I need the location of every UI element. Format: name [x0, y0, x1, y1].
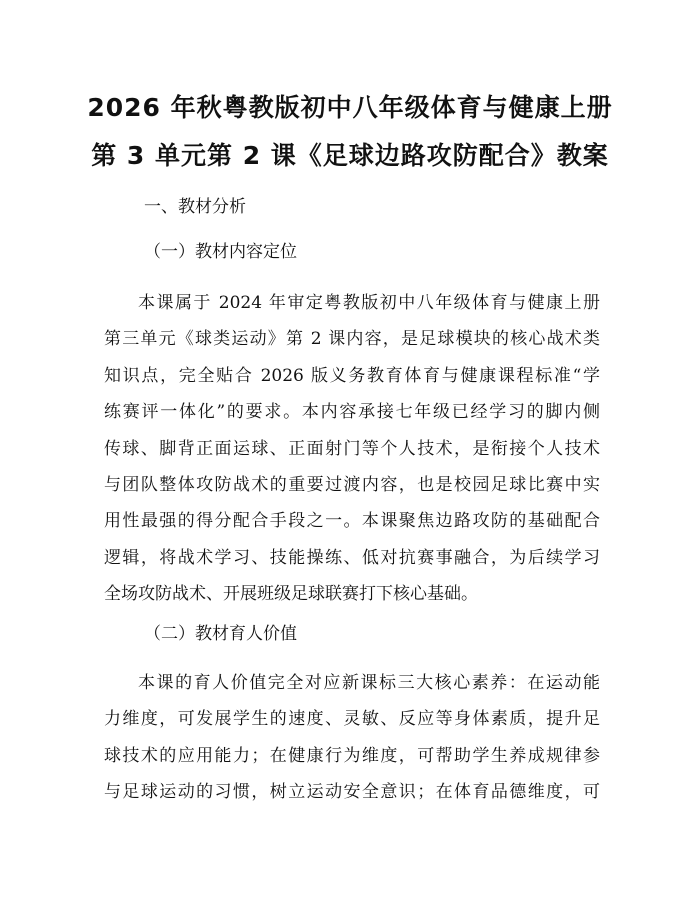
- paragraph-line: 力维度，可发展学生的速度、灵敏、反应等身体素质，提升足: [104, 709, 600, 730]
- paragraph-line: 练赛评一体化”的要求。本内容承接七年级已经学习的脚内侧: [104, 402, 600, 423]
- paragraph-line: 传球、脚背正面运球、正面射门等个人技术，是衔接个人技术: [104, 438, 600, 459]
- paragraph-line: 逻辑，将战术学习、技能操练、低对抗赛事融合，为后续学习: [104, 547, 600, 568]
- paragraph-educational-value: [104, 665, 600, 811]
- paragraph-line: 本课属于 2024 年审定粤教版初中八年级体育与健康上册: [138, 293, 600, 313]
- paragraph-line: 与团队整体攻防战术的重要过渡内容，也是校园足球比赛中实: [104, 474, 600, 495]
- subsection-heading-educational-value: （二）教材育人价值: [144, 624, 297, 644]
- section-heading-textbook-analysis: 一、教材分析: [144, 197, 246, 217]
- subsection-heading-content-positioning: （一）教材内容定位: [144, 242, 297, 262]
- paragraph-line: 第三单元《球类运动》第 2 课内容，是足球模块的核心战术类: [104, 329, 600, 350]
- paragraph-line: 本课的育人价值完全对应新课标三大核心素养：在运动能: [138, 673, 600, 693]
- paragraph-content-positioning: [104, 285, 600, 613]
- document-title-line-1: 2026 年秋粤教版初中八年级体育与健康上册: [87, 93, 613, 122]
- document-title-line-2: 第 3 单元第 2 课《足球边路攻防配合》教案: [91, 141, 609, 170]
- paragraph-line: 用性最强的得分配合手段之一。本课聚焦边路攻防的基础配合: [104, 511, 600, 532]
- paragraph-line: 全场攻防战术、开展班级足球联赛打下核心基础。: [104, 584, 478, 605]
- paragraph-line: 与足球运动的习惯，树立运动安全意识；在体育品德维度，可: [104, 782, 600, 803]
- paragraph-line: 知识点，完全贴合 2026 版义务教育体育与健康课程标准“学: [104, 365, 600, 386]
- paragraph-line: 球技术的应用能力；在健康行为维度，可帮助学生养成规律参: [104, 745, 600, 766]
